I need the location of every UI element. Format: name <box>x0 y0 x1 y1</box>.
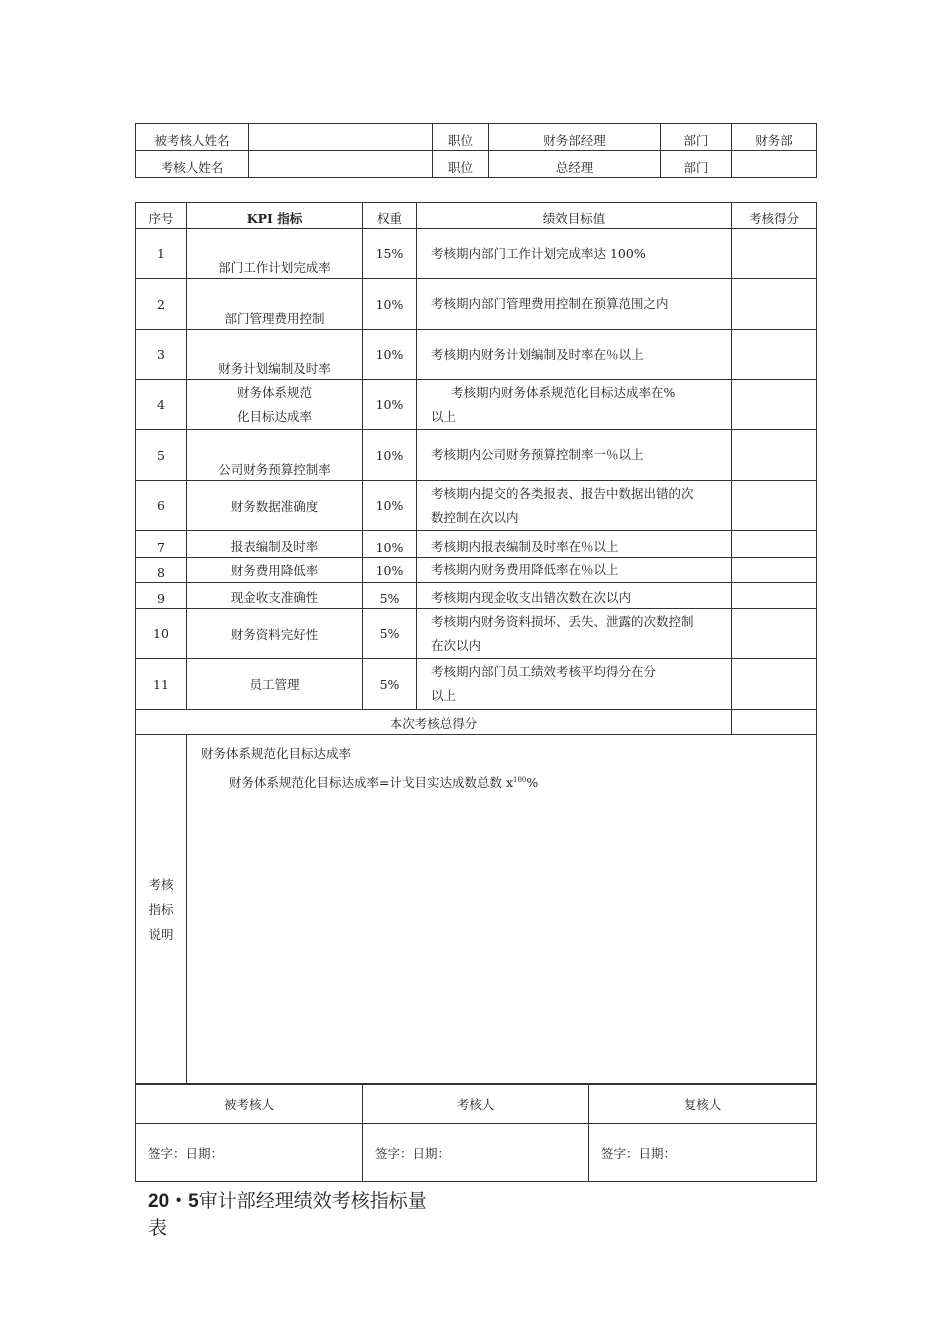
next-section-title <box>148 1188 448 1241</box>
kpi-weight: 5% <box>363 583 417 609</box>
kpi-weight: 15% <box>363 229 417 279</box>
notes-label-line: 考核 <box>148 876 174 892</box>
score-cell[interactable] <box>732 531 817 558</box>
col-header-no: 序号 <box>136 203 187 229</box>
kpi-target-line: 在次以内 <box>431 637 482 653</box>
kpi-name: 公司财务预算控制率 <box>187 430 363 481</box>
col-header-target: 绩效目标值 <box>417 203 732 229</box>
score-cell[interactable] <box>732 609 817 659</box>
examiner-position: 总经理 <box>489 151 661 178</box>
kpi-weight: 10% <box>363 481 417 531</box>
table-row <box>136 583 817 609</box>
kpi-target: 考核期内财务计划编制及时率在％以上 <box>417 330 732 380</box>
kpi-weight: 5% <box>363 609 417 659</box>
total-score-cell[interactable] <box>732 710 817 735</box>
score-cell[interactable] <box>732 279 817 330</box>
table-row <box>136 229 817 279</box>
kpi-weight: 10% <box>363 558 417 583</box>
kpi-weight: 10% <box>363 531 417 558</box>
kpi-target: 考核期内财务费用降低率在％以上 <box>417 558 732 583</box>
col-header-kpi: KPI 指标 <box>187 203 363 229</box>
examiner-dept-field[interactable] <box>732 151 817 178</box>
kpi-target: 考核期内报表编制及时率在％以上 <box>417 531 732 558</box>
table-row <box>136 279 817 330</box>
row-no: 2 <box>136 279 187 330</box>
notes-row <box>136 735 817 1084</box>
table-row <box>136 380 817 430</box>
header-info-table <box>135 123 817 178</box>
kpi-weight: 5% <box>363 659 417 710</box>
signature-field[interactable]: 签字：日期： <box>136 1124 363 1182</box>
row-no: 4 <box>136 380 187 430</box>
table-row <box>136 531 817 558</box>
row-no: 10 <box>136 609 187 659</box>
kpi-weight: 10% <box>363 330 417 380</box>
examinee-position: 财务部经理 <box>489 124 661 151</box>
section-title-part: 表 <box>148 1217 168 1239</box>
col-header-score: 考核得分 <box>732 203 817 229</box>
score-cell[interactable] <box>732 330 817 380</box>
total-row <box>136 710 817 735</box>
row-no: 11 <box>136 659 187 710</box>
col-header-weight: 权重 <box>363 203 417 229</box>
kpi-weight: 10% <box>363 380 417 430</box>
notes-label <box>136 735 187 1084</box>
kpi-name <box>187 380 363 430</box>
kpi-name: 财务费用降低率 <box>187 558 363 583</box>
examiner-label: 考核人姓名 <box>136 151 249 178</box>
row-no: 3 <box>136 330 187 380</box>
kpi-target-line: 以上 <box>431 688 457 703</box>
row-no: 5 <box>136 430 187 481</box>
score-cell[interactable] <box>732 430 817 481</box>
score-cell[interactable] <box>732 659 817 710</box>
kpi-name-line: 财务体系规范 <box>236 384 312 400</box>
kpi-table <box>135 202 817 1084</box>
dept-label: 部门 <box>661 124 732 151</box>
role-examiner: 考核人 <box>363 1085 589 1124</box>
section-title-part: 审计部经理绩效考核指标量 <box>198 1190 427 1212</box>
table-row <box>136 330 817 380</box>
kpi-name-line: 化目标达成率 <box>236 408 312 424</box>
position-label: 职位 <box>433 124 489 151</box>
kpi-target <box>417 380 732 430</box>
kpi-name: 财务数据准确度 <box>187 481 363 531</box>
examinee-dept: 财务部 <box>732 124 817 151</box>
role-examinee: 被考核人 <box>136 1085 363 1124</box>
row-no: 1 <box>136 229 187 279</box>
row-no: 8 <box>136 558 187 583</box>
table-row <box>136 481 817 531</box>
kpi-header-row <box>136 203 817 229</box>
kpi-name: 报表编制及时率 <box>187 531 363 558</box>
row-no: 9 <box>136 583 187 609</box>
kpi-name: 部门工作计划完成率 <box>187 229 363 279</box>
formula-sup: 100 <box>513 776 527 784</box>
kpi-target <box>417 659 732 710</box>
kpi-weight: 10% <box>363 430 417 481</box>
kpi-target-line: 考核期内财务体系规范化目标达成率在% <box>451 384 676 400</box>
examinee-label: 被考核人姓名 <box>136 124 249 151</box>
position-label: 职位 <box>433 151 489 178</box>
signature-field[interactable]: 签字：日期： <box>589 1124 817 1182</box>
formula-suffix: % <box>526 775 539 791</box>
kpi-target: 考核期内部门管理费用控制在预算范围之内 <box>417 279 732 330</box>
role-reviewer: 复核人 <box>589 1085 817 1124</box>
notes-label-line: 说明 <box>148 926 174 942</box>
kpi-target-line: 考核期内部门员工绩效考核平均得分在分 <box>431 664 657 679</box>
kpi-weight: 10% <box>363 279 417 330</box>
table-row <box>136 659 817 710</box>
kpi-target <box>417 609 732 659</box>
kpi-target: 考核期内公司财务预算控制率一％以上 <box>417 430 732 481</box>
table-row <box>136 609 817 659</box>
signature-field[interactable]: 签字：日期： <box>363 1124 589 1182</box>
kpi-target <box>417 481 732 531</box>
notes-formula <box>187 767 816 796</box>
kpi-name: 部门管理费用控制 <box>187 279 363 330</box>
row-no: 7 <box>136 531 187 558</box>
kpi-target-line: 数控制在次以内 <box>431 509 519 525</box>
score-cell[interactable] <box>732 481 817 531</box>
kpi-target-line: 考核期内财务资料损坏、丢失、泄露的次数控制 <box>431 613 694 629</box>
table-row <box>136 430 817 481</box>
examiner-name-field[interactable] <box>249 151 433 178</box>
notes-content <box>187 735 817 1084</box>
score-cell[interactable] <box>732 229 817 279</box>
notes-label-line: 指标 <box>148 901 174 917</box>
score-cell[interactable] <box>732 380 817 430</box>
score-cell[interactable] <box>732 583 817 609</box>
kpi-name: 现金收支准确性 <box>187 583 363 609</box>
dept-label: 部门 <box>661 151 732 178</box>
examinee-name-field[interactable] <box>249 124 433 151</box>
total-score-label: 本次考核总得分 <box>136 710 732 735</box>
kpi-target-line: 以上 <box>431 408 457 424</box>
kpi-target: 考核期内现金收支出错次数在次以内 <box>417 583 732 609</box>
kpi-target-line: 考核期内提交的各类报表、报告中数据出错的次 <box>431 485 694 501</box>
kpi-name: 员工管理 <box>187 659 363 710</box>
kpi-name: 财务资料完好性 <box>187 609 363 659</box>
score-cell[interactable] <box>732 558 817 583</box>
notes-title: 财务体系规范化目标达成率 <box>201 746 352 761</box>
row-no: 6 <box>136 481 187 531</box>
section-number: 20・5 <box>148 1191 199 1212</box>
table-row <box>136 558 817 583</box>
kpi-target: 考核期内部门工作计划完成率达 100% <box>417 229 732 279</box>
formula-text: 财务体系规范化目标达成率=计戈目实达成数总数 x <box>229 775 513 791</box>
signature-table <box>135 1084 817 1182</box>
kpi-name: 财务计划编制及时率 <box>187 330 363 380</box>
